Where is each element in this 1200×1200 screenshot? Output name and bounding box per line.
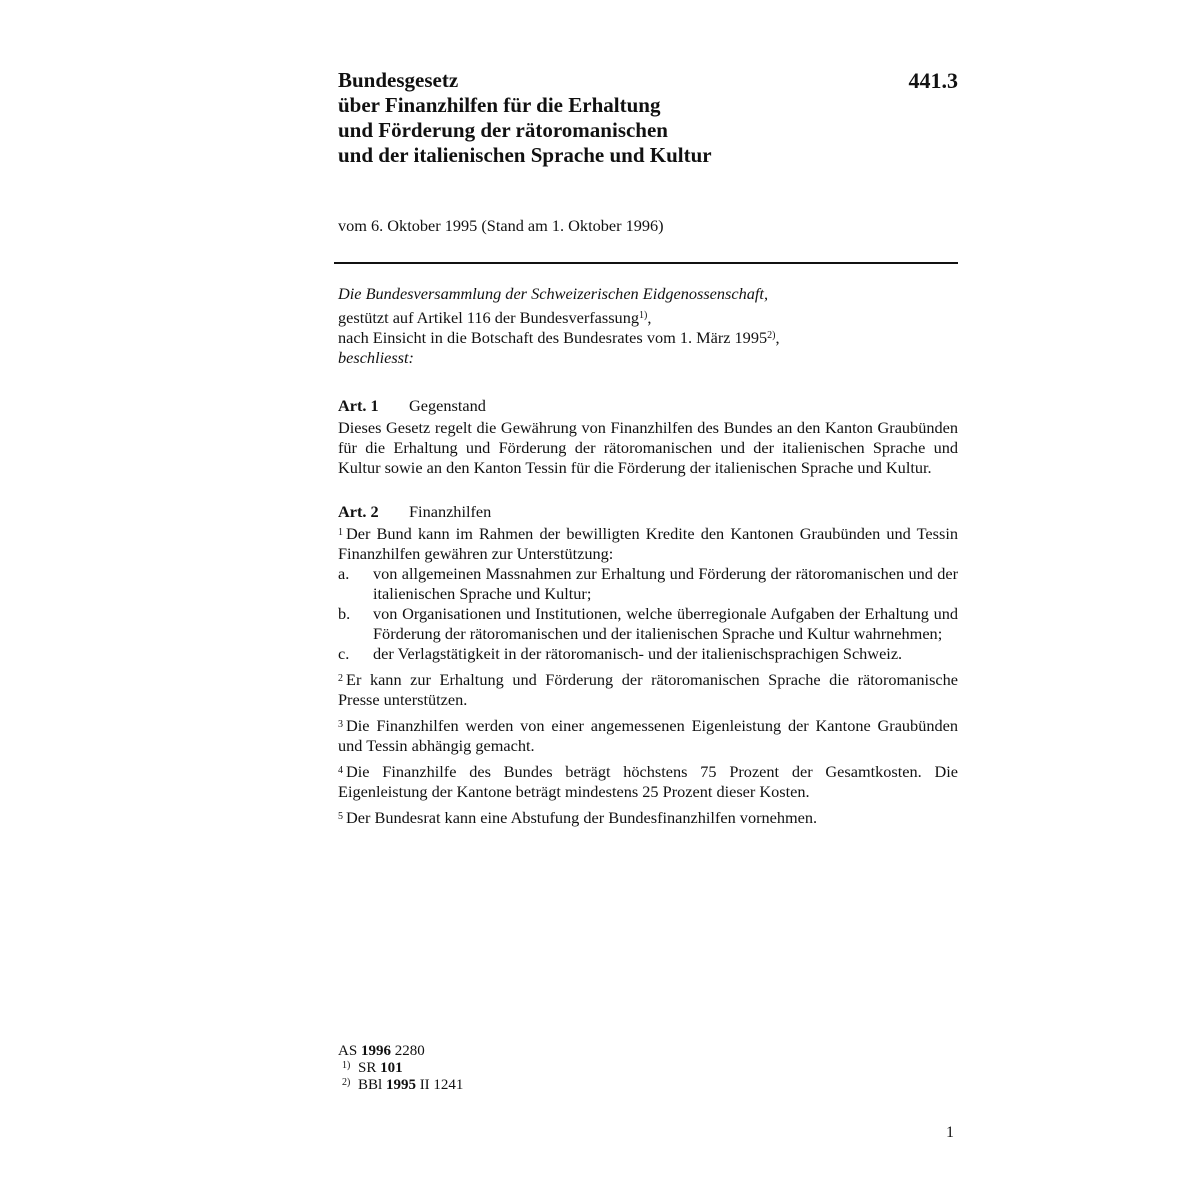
paragraph-1	[338, 524, 958, 564]
article-title: Finanzhilfen	[409, 502, 492, 521]
date-line: vom 6. Oktober 1995 (Stand am 1. Oktober 1996)	[338, 216, 664, 235]
list-item	[338, 604, 958, 644]
paragraph-text: Die Finanzhilfe des Bundes beträgt höchstens 75 Prozent der Gesamtkosten. Die Eigenleistung der Kantone beträgt mindestens 25 Prozent dieser Kosten.	[338, 762, 958, 801]
footnote-2: 2) BBl 1995 II 1241	[342, 1077, 464, 1093]
list-label: b.	[338, 604, 351, 623]
list-item	[338, 644, 958, 664]
article-heading	[338, 502, 958, 522]
footnote-number: 101	[380, 1060, 403, 1076]
footnote-ref[interactable]: 2)	[767, 330, 776, 341]
footnote-prefix: BBl	[358, 1077, 383, 1093]
footnote-prefix: SR	[358, 1060, 377, 1076]
document-page	[338, 68, 958, 834]
as-year: 1996	[360, 1043, 391, 1059]
paragraph-text: Der Bundesrat kann eine Abstufung der Bundesfinanzhilfen vornehmen.	[346, 808, 818, 827]
footnote-year: 1995	[385, 1077, 416, 1093]
preamble	[338, 284, 958, 368]
article-number: Art. 1	[338, 396, 379, 415]
paragraph-3	[338, 716, 958, 756]
article-title: Gegenstand	[409, 396, 486, 415]
footnote-ref[interactable]: 1)	[638, 310, 648, 321]
as-page: 2280	[394, 1043, 425, 1059]
paragraph-text: Die Finanzhilfen werden von einer angemessenen Eigenleistung der Kantone Graubünden und Tessin abhängig gemacht.	[338, 716, 958, 755]
title-line: und der italienischen Sprache und Kultur	[338, 143, 712, 167]
official-collection-ref	[338, 1043, 463, 1060]
footnotes	[338, 1043, 463, 1094]
title-line: und Förderung der rätoromanischen	[338, 118, 668, 142]
page-number: 1	[946, 1124, 954, 1141]
list-item	[338, 564, 958, 604]
footnote-rest: II 1241	[419, 1077, 464, 1093]
paragraph-number: 1	[338, 527, 343, 538]
paragraph-text: Er kann zur Erhaltung und Förderung der rätoromanischen Sprache die rätoromanische Presse unterstützen.	[338, 670, 958, 709]
header-divider	[334, 262, 958, 264]
list-text: von Organisationen und Institutionen, welche überregionale Aufgaben der Erhaltung und Förderung der rätoromanischen und der italienischen Sprache und Kultur wahrnehmen;	[373, 604, 958, 643]
preamble-message	[338, 328, 958, 348]
list-label: a.	[338, 564, 350, 583]
paragraph-number: 2	[338, 673, 343, 684]
article-heading	[338, 396, 958, 416]
preamble-resolves: beschliesst:	[338, 348, 414, 367]
paragraph-5	[338, 808, 958, 828]
preamble-intro: Die Bundesversammlung der Schweizerischen Eidgenossenschaft,	[338, 284, 769, 303]
punctuation: ,	[647, 308, 652, 327]
paragraph-number: 3	[338, 719, 343, 730]
paragraph-2	[338, 670, 958, 710]
title-line: über Finanzhilfen für die Erhaltung	[338, 93, 661, 117]
law-title	[338, 68, 958, 168]
article-2	[338, 502, 958, 828]
paragraph-number: 4	[338, 765, 343, 776]
as-prefix: AS	[338, 1043, 358, 1059]
list-text: von allgemeinen Massnahmen zur Erhaltung und Förderung der rätoromanischen und der italienischen Sprache und Kultur;	[373, 564, 958, 603]
footnote-1: 1) SR 101	[342, 1060, 403, 1076]
title-line: Bundesgesetz	[338, 68, 459, 92]
letter-list	[338, 564, 958, 664]
article-number: Art. 2	[338, 502, 379, 521]
list-text: der Verlagstätigkeit in der rätoromanisch- und der italienischsprachigen Schweiz.	[373, 644, 903, 663]
preamble-message-text: nach Einsicht in die Botschaft des Bundesrates vom 1. März 1995	[338, 328, 768, 347]
article-text: Dieses Gesetz regelt die Gewährung von Finanzhilfen des Bundes an den Kanton Graubünden für die Erhaltung und Förderung der rätoromanischen und der italienischen Sprache und Kultur sowie an den Kanton Tessin für die Förderung der italienischen Sprache und Kultur.	[338, 418, 958, 477]
preamble-basis	[338, 308, 958, 328]
punctuation: ,	[775, 328, 780, 347]
list-label: c.	[338, 644, 350, 663]
paragraph-number: 5	[338, 811, 343, 822]
article-1	[338, 396, 958, 478]
preamble-basis-text: gestützt auf Artikel 116 der Bundesverfassung	[338, 308, 639, 327]
paragraph-text: Der Bund kann im Rahmen der bewilligten Kredite den Kantonen Graubünden und Tessin Finanzhilfen gewähren zur Unterstützung:	[338, 524, 958, 563]
paragraph-4	[338, 762, 958, 802]
sr-number: 441.3	[908, 68, 958, 93]
